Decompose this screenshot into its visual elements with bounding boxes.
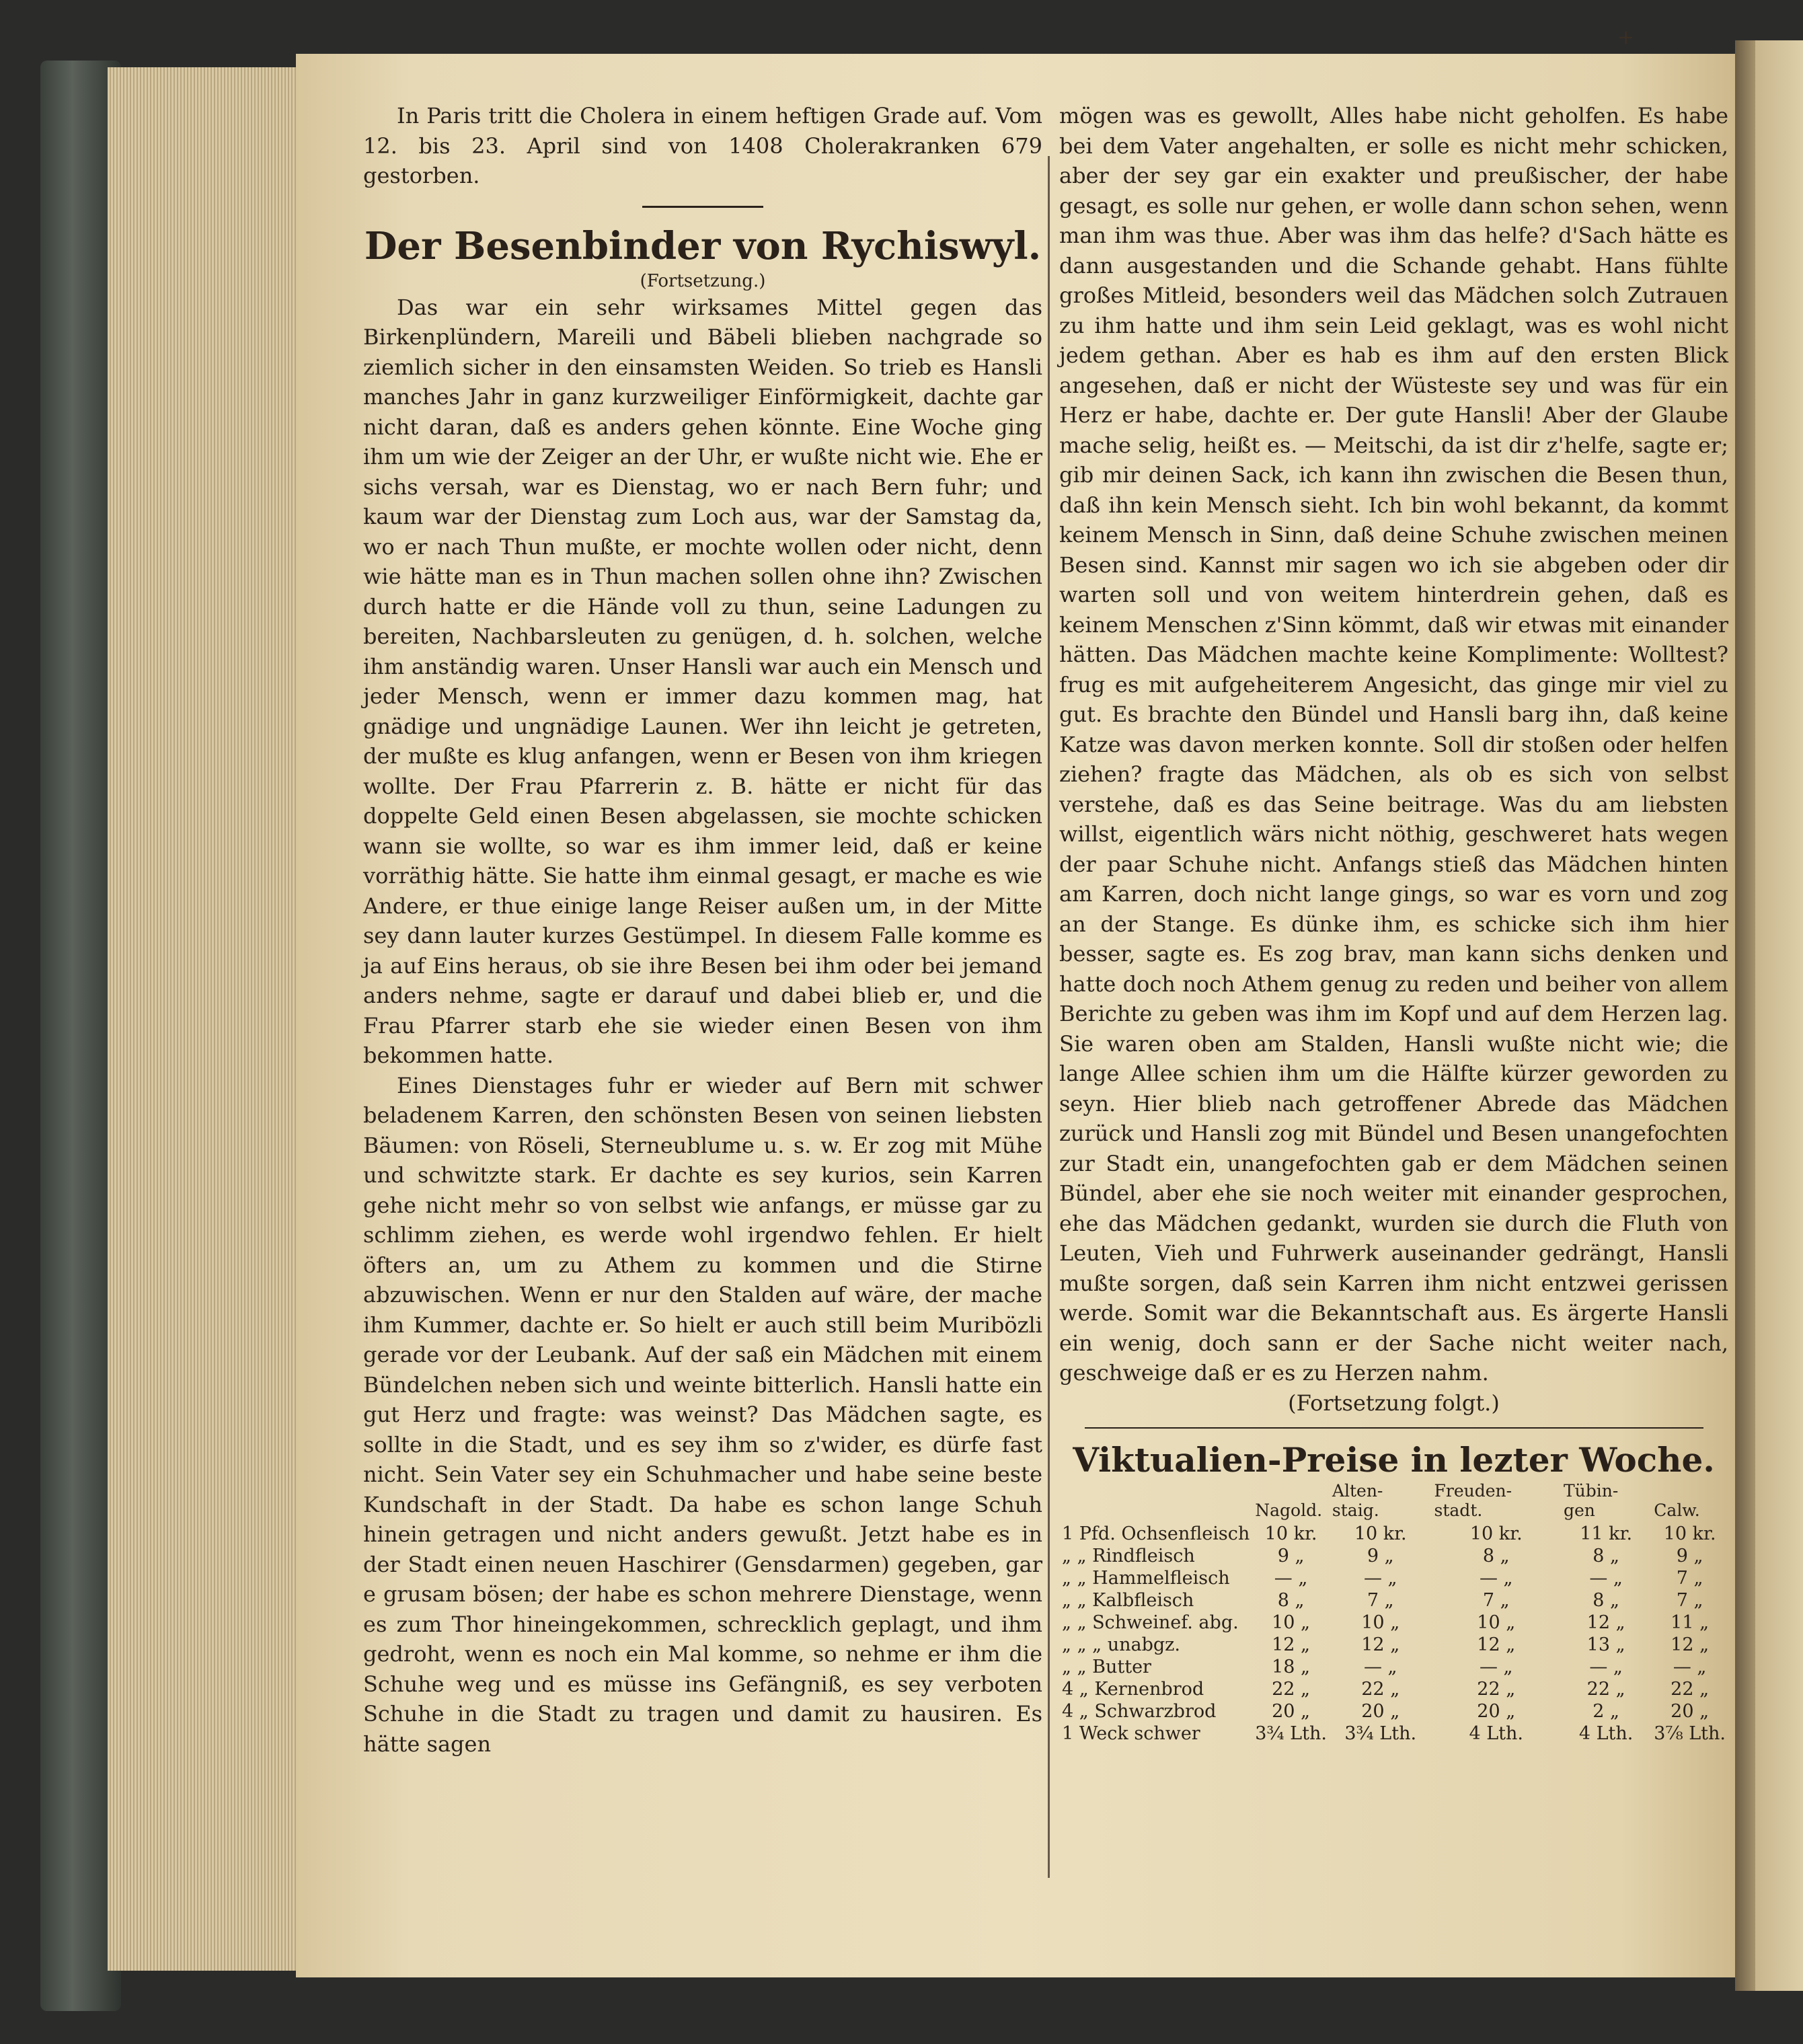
price-cell: — „: [1363, 1568, 1397, 1589]
price-cell: 7 „: [1482, 1590, 1510, 1611]
price-cell: 12 „: [1477, 1634, 1516, 1655]
story-paragraph-1: Das war ein sehr wirksames Mittel gegen das Birkenplündern, Mareili und Bäbeli blieben nachgrade so ziemlich sicher in den einsamsten Weiden. So trieb es Hansli manches Jahr in ganz kurzweiliger Einförmigkeit, dachte gar nicht daran, daß es anders gehen könnte. Eine Woche ging ihm um wie der Zeiger an der Uhr, er wußte nicht wie. Ehe er sichs versah, war es Dienstag, wo er nach Bern fuhr; und kaum war der Dienstag zum Loch aus, war der Samstag da, wo er nach Thun mußte, er mochte wollen oder nicht, denn wie hätte man es in Thun machen sollen ohne ihn? Zwischen durch hatte er die Hände voll zu thun, seine Ladungen zu bereiten, Nachbarsleuten zu genügen, d. h. solchen, welche ihm anständig waren. Unser Hansli war auch ein Mensch und jeder Mensch, wenn er immer dazu kommen mag, hat gnädige und ungnädige Launen. Wer ihn leicht je getreten, der mußte es klug anfangen, wenn er Besen von ihm kriegen wollte. Der Frau Pfarrerin z. B. hätte er nicht für das doppelte Geld einen Besen abgelassen, sie mochte schicken wann sie wollte, so war es ihm immer leid, daß er keine vorräthig hätte. Sie hatte ihm einmal gesagt, er mache es wie Andere, er thue einige lange Reiser außen um, in der Mitte sey dann lauter kurzes Gestümpel. In diesem Falle komme es ja auf Eins heraus, ob sie ihre Besen bei ihm oder bei jemand anders nehme, sagte er darauf und dabei blieb er, und die Frau Pfarrer starb ehe sie wieder einen Besen von ihm bekommen hatte.: [363, 294, 1042, 1068]
header-cell: Alten-staig.: [1332, 1481, 1383, 1520]
price-cell: 22 „: [1477, 1679, 1516, 1700]
item-cell: „ „ Schweinef. abg.: [1062, 1612, 1239, 1633]
price-cell: 12 „: [1671, 1634, 1710, 1655]
price-cell: 11 kr.: [1580, 1523, 1633, 1544]
price-cell: 13 „: [1586, 1634, 1625, 1655]
price-cell: 8 „: [1593, 1546, 1619, 1566]
price-row: [1059, 1589, 1728, 1612]
price-cell: 20 „: [1272, 1701, 1311, 1722]
right-column: [1059, 101, 1728, 1745]
price-cell: 22 „: [1586, 1679, 1625, 1700]
price-cell: 8 „: [1482, 1546, 1510, 1566]
price-cell: 4 Lth.: [1469, 1723, 1523, 1744]
price-row: [1059, 1678, 1728, 1700]
next-page-edge: [1755, 40, 1803, 1991]
item-cell: „ „ Kalbfleisch: [1062, 1590, 1194, 1611]
price-row: [1059, 1545, 1728, 1567]
price-row: [1059, 1700, 1728, 1723]
price-cell: 12 „: [1272, 1634, 1311, 1655]
item-cell: 4 „ Schwarzbrod: [1062, 1701, 1217, 1722]
price-cell: 20 „: [1477, 1701, 1516, 1722]
price-cell: 10 kr.: [1663, 1523, 1716, 1544]
price-table-header: [1059, 1481, 1728, 1523]
left-column: [363, 101, 1042, 1759]
header-cell: Tübin-gen: [1563, 1481, 1619, 1520]
price-cell: 4 Lth.: [1578, 1723, 1634, 1744]
price-cell: — „: [1673, 1657, 1707, 1677]
price-cell: — „: [1479, 1657, 1513, 1677]
price-cell: 8 „: [1277, 1590, 1305, 1611]
header-cell: Freuden-stadt.: [1434, 1481, 1512, 1520]
story-subtitle: (Fortsetzung.): [640, 270, 766, 291]
price-cell: 10 kr.: [1354, 1523, 1407, 1544]
header-cell: Calw.: [1654, 1501, 1700, 1520]
item-cell: 1 Pfd. Ochsenfleisch: [1062, 1523, 1250, 1544]
item-cell: 4 „ Kernenbrod: [1062, 1679, 1204, 1700]
price-cell: — „: [1589, 1568, 1623, 1589]
price-cell: 7 „: [1676, 1590, 1703, 1611]
table-divider: [1085, 1427, 1703, 1429]
price-cell: 3⅞ Lth.: [1654, 1723, 1726, 1744]
item-cell: „ „ Butter: [1062, 1657, 1151, 1677]
cholera-notice: In Paris tritt die Cholera in einem heftigen Grade auf. Vom 12. bis 23. April sind von 1408 Cholerakranken 679 gestorben.: [363, 103, 1042, 188]
header-cell: [1059, 1481, 1252, 1523]
price-cell: — „: [1589, 1657, 1623, 1677]
price-cell: 9 „: [1277, 1546, 1305, 1566]
story-paragraph-2: Eines Dienstages fuhr er wieder auf Bern mit schwer beladenem Karren, den schönsten Besen von seinen liebsten Bäumen: von Röseli, Sterneublume u. s. w. Er zog mit Mühe und schwitzte stark. Er dachte es sey kurios, sein Karren gehe nicht mehr so von selbst wie anfangs, er müsse gar zu schlimm ziehen, es werde wohl irgendwo fehlen. Er hielt öfters an, um zu Athem zu kommen und die Stirne abzuwischen. Wenn er nur den Stalden auf wäre, der mache ihm Kummer, dachte er. So hielt er auch still beim Muribözli gerade vor der Leubank. Auf der saß ein Mädchen mit einem Bündelchen neben sich und weinte bitterlich. Hansli hatte ein gut Herz und fragte: was weinst? Das Mädchen sagte, es sollte in die Stadt, und es sey ihm so z'wider, es dürfe fast nicht. Sein Vater sey ein Schuhmacher und habe seine beste Kundschaft in der Stadt. Da habe es schon lange Schuh hinein getragen und nicht anders gewußt. Jetzt habe es in der Stadt einen neuen Haschirer (Gensdarmen) gegeben, gar e grusam bösen; der habe es schon mehrere Dienstage, wenn es zum Thor hineingekommen, schrecklich geplagt, und ihm gedroht, wenn es noch ein Mal komme, so nehme er ihm die Schuhe weg und es müsse ins Gefängniß, es sey verboten Schuhe in die Stadt zu tragen und damit zu hausiren. Es hätte sagen: [363, 1072, 1042, 1757]
price-cell: 22 „: [1361, 1679, 1400, 1700]
price-cell: 9 „: [1367, 1546, 1394, 1566]
price-row: [1059, 1723, 1728, 1745]
price-cell: 12 „: [1361, 1634, 1400, 1655]
price-cell: 20 „: [1671, 1701, 1710, 1722]
price-cell: 7 „: [1367, 1590, 1394, 1611]
price-cell: 8 „: [1593, 1590, 1619, 1611]
price-cell: 10 kr.: [1469, 1523, 1523, 1544]
price-cell: 10 kr.: [1264, 1523, 1317, 1544]
item-cell: 1 Weck schwer: [1062, 1723, 1200, 1744]
page-edges: [108, 67, 309, 1971]
price-row: [1059, 1567, 1728, 1589]
price-cell: — „: [1274, 1568, 1308, 1589]
item-cell: „ „ „ unabgz.: [1062, 1634, 1180, 1655]
price-table-title: Viktualien-Preise in lezter Woche.: [1073, 1440, 1715, 1480]
item-cell: „ „ Hammelfleisch: [1062, 1568, 1230, 1589]
column-divider: [1048, 156, 1050, 1878]
price-cell: — „: [1479, 1568, 1513, 1589]
price-cell: — „: [1363, 1657, 1397, 1677]
price-cell: 10 „: [1361, 1612, 1400, 1633]
continuation-note: (Fortsetzung folgt.): [1288, 1390, 1500, 1416]
price-cell: 22 „: [1671, 1679, 1710, 1700]
price-row: [1059, 1634, 1728, 1656]
price-cell: 10 „: [1272, 1612, 1311, 1633]
price-cell: 2 „: [1593, 1701, 1619, 1722]
section-divider: [642, 206, 763, 208]
story-paragraph-3: mögen was es gewollt, Alles habe nicht geholfen. Es habe bei dem Vater angehalten, er solle es nicht mehr schicken, aber der sey gar ein exakter und preußischer, der habe gesagt, es solle nur gehen, er wolle dann schon sehen, wenn man ihm was thue. Aber was ihm das helfe? d'Sach hätte es dann ausgestanden und die Schande gehabt. Hans fühlte großes Mitleid, besonders weil das Mädchen solch Zutrauen zu ihm hatte und ihm sein Leid geklagt, was es wohl nicht jedem gethan. Aber es hab es ihm auf den ersten Blick angesehen, daß er nicht der Wüsteste sey und was für ein Herz er habe, dachte er. Der gute Hansli! Aber der Glaube mache selig, heißt es. — Meitschi, da ist dir z'helfe, sagte er; gib mir deinen Sack, ich kann ihn zwischen die Besen thun, daß ihn kein Mensch sieht. Ich bin wohl bekannt, da kommt keinem Mensch in Sinn, daß deine Schuhe zwischen meinen Besen sind. Kannst mir sagen wo ich sie abgeben oder dir warten soll und von weitem hinterdrein gehen, daß es keinem Menschen z'Sinn kömmt, daß wir etwas mit einander hätten. Das Mädchen machte keine Komplimente: Wolltest? frug es mit aufgeheiterem Angesicht, das ginge mir viel zu gut. Es brachte den Bündel und Hansli barg ihn, daß keine Katze was davon merken konnte. Soll dir stoßen oder helfen ziehen? fragte das Mädchen, als ob es sich von selbst verstehe, daß es das Seine beitrage. Was du am liebsten willst, eigentlich wärs nicht nöthig, geschweret hats wegen der paar Schuhe nicht. Anfangs stieß das Mädchen hinten am Karren, doch nicht lange gings, so war es vorn und zog an der Stange. Es dünke ihm, es schicke sich ihm hier besser, sagte es. Es zog brav, man kann sichs denken und hatte doch noch Athem genug zu reden und beiher von allem Berichte zu geben was ihm im Kopf und auf dem Herzen lag. Sie waren oben am Stalden, Hansli wußte nicht wie; die lange Allee schien ihm um die Hälfte kürzer geworden zu seyn. Hier blieb nach getroffener Abrede das Mädchen zurück und Hansli zog mit Bündel und Besen unangefochten zur Stadt ein, unangefochten gab er dem Mädchen seinen Bündel, aber ehe sie noch weiter mit einander gesprochen, ehe das Mädchen gedankt, wurden sie durch die Fluth von Leuten, Vieh und Fuhrwerk auseinander gedrängt, Hansli mußte sorgen, daß sein Karren ihm nicht entzwei gerissen werde. Somit war die Bekanntschaft aus. Es ärgerte Hansli ein wenig, doch sann er der Sache nicht weiter nach, geschweige daß er es zu Herzen nahm.: [1059, 103, 1728, 1386]
price-cell: 3¾ Lth.: [1344, 1723, 1417, 1744]
price-cell: 7 „: [1676, 1568, 1703, 1589]
price-cell: 11 „: [1671, 1612, 1710, 1633]
price-row: [1059, 1523, 1728, 1545]
price-table: [1059, 1481, 1728, 1745]
price-cell: 10 „: [1477, 1612, 1516, 1633]
stray-mark: +: [1617, 26, 1635, 49]
price-cell: 20 „: [1361, 1701, 1400, 1722]
item-cell: „ „ Rindfleisch: [1062, 1546, 1195, 1566]
price-cell: 18 „: [1272, 1657, 1311, 1677]
price-cell: 12 „: [1586, 1612, 1625, 1633]
header-cell: Nagold.: [1255, 1501, 1323, 1520]
story-title: Der Besenbinder von Rychiswyl.: [364, 223, 1042, 268]
price-row: [1059, 1656, 1728, 1678]
price-row: [1059, 1612, 1728, 1634]
price-cell: 3¾ Lth.: [1255, 1723, 1327, 1744]
price-cell: 22 „: [1272, 1679, 1311, 1700]
price-cell: 9 „: [1676, 1546, 1703, 1566]
